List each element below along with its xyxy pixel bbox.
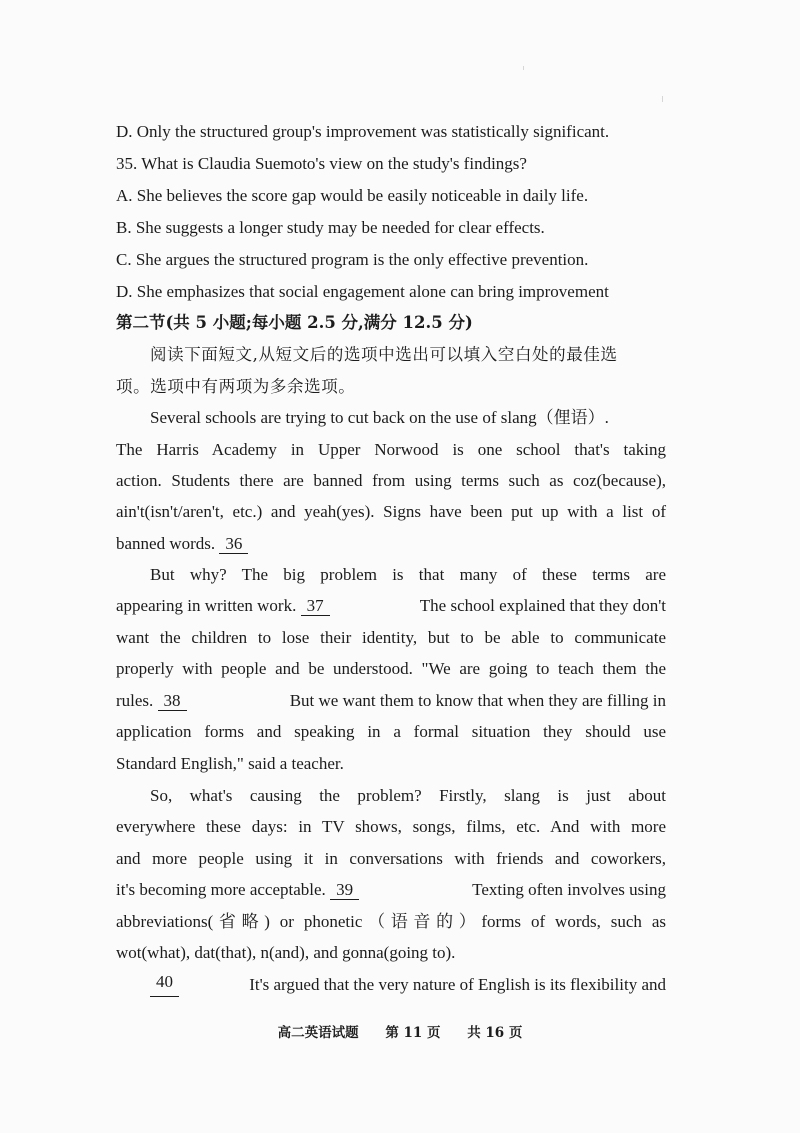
passage-p3-line-4 [116, 878, 666, 902]
q35-option-b: B. She suggests a longer study may be needed for clear effects. [116, 218, 545, 237]
passage-p2-line-2 [116, 594, 666, 618]
passage-text [116, 594, 330, 618]
q34-option-d: D. Only the structured group's improvement was statistically significant. [116, 122, 610, 141]
blank-36: 36 [219, 535, 248, 554]
footer-subject: 高二英语试题 [277, 1025, 359, 1041]
passage-p2-line-5 [116, 689, 666, 713]
passage-p1-line-1: Several schools are trying to cut back on the use of slang（俚语）. [150, 408, 609, 427]
instruction-line-2: 项。选项中有两项为多余选项。 [116, 377, 356, 396]
passage-text-rest: But we want them to know that when they are filling in [289, 691, 666, 710]
passage-p2-line-3: want the children to lose their identity, but to be able to communicate [116, 628, 666, 647]
passage-p1-line-4: ain't(isn't/aren't, etc.) and yeah(yes). Signs have been put up with a list of [116, 502, 666, 521]
q35-option-c: C. She argues the structured program is the only effective prevention. [116, 250, 589, 269]
passage-p3-line-3: and more people using it in conversations with friends and coworkers, [116, 849, 666, 868]
q35-option-d: D. She emphasizes that social engagement alone can bring improvement [116, 282, 609, 301]
blank-37: 37 [301, 597, 330, 616]
passage-p2-line-1: But why? The big problem is that many of these terms are [150, 565, 666, 584]
passage-p3-line-6: wot(what), dat(that), n(and), and gonna(going to). [116, 943, 456, 962]
passage-text [116, 689, 187, 713]
blank-39: 39 [330, 881, 359, 900]
passage-text: banned words. [116, 534, 216, 553]
passage-p3-line-1: So, what's causing the problem? Firstly, slang is just about [150, 786, 666, 805]
passage-text-part: rules. [116, 691, 154, 710]
passage-p3-line-5: abbreviations(省略) or phonetic（语音的）forms of words, such as [116, 912, 666, 931]
blank-40: 40 [150, 973, 179, 997]
passage-text-rest: The school explained that they don't [419, 596, 666, 615]
passage-p2-line-7: Standard English," said a teacher. [116, 754, 344, 773]
scan-mark [662, 96, 663, 102]
footer-total-pages: 共 16 页 [467, 1025, 523, 1041]
passage-text-part: it's becoming more acceptable. [116, 880, 326, 899]
q35-question: 35. What is Claudia Suemoto's view on the study's findings? [116, 154, 527, 173]
footer-page-number: 第 11 页 [385, 1025, 441, 1041]
passage-p2-line-6: application forms and speaking in a formal situation they should use [116, 722, 666, 741]
passage-p1-line-5 [116, 532, 666, 556]
passage-text-rest: Texting often involves using [472, 880, 666, 899]
instruction-line-1: 阅读下面短文,从短文后的选项中选出可以填入空白处的最佳选 [150, 345, 618, 364]
section-heading: 第二节(共 5 小题;每小题 2.5 分,满分 12.5 分) [116, 313, 473, 332]
passage-p4-line-1 [150, 973, 666, 997]
blank-38: 38 [158, 692, 187, 711]
scan-mark [523, 66, 524, 70]
passage-p1-line-3: action. Students there are banned from using terms such as coz(because), [116, 471, 666, 490]
passage-text-rest: It's argued that the very nature of English is its flexibility and [249, 975, 666, 994]
page-footer [0, 1021, 800, 1041]
passage-p3-line-2: everywhere these days: in TV shows, songs, films, etc. And with more [116, 817, 666, 836]
passage-text [116, 878, 359, 902]
q35-option-a: A. She believes the score gap would be easily noticeable in daily life. [116, 186, 589, 205]
passage-text-part: appearing in written work. [116, 596, 297, 615]
passage-p2-line-4: properly with people and be understood. "We are going to teach them the [116, 659, 666, 678]
passage-p1-line-2: The Harris Academy in Upper Norwood is one school that's taking [116, 440, 666, 459]
